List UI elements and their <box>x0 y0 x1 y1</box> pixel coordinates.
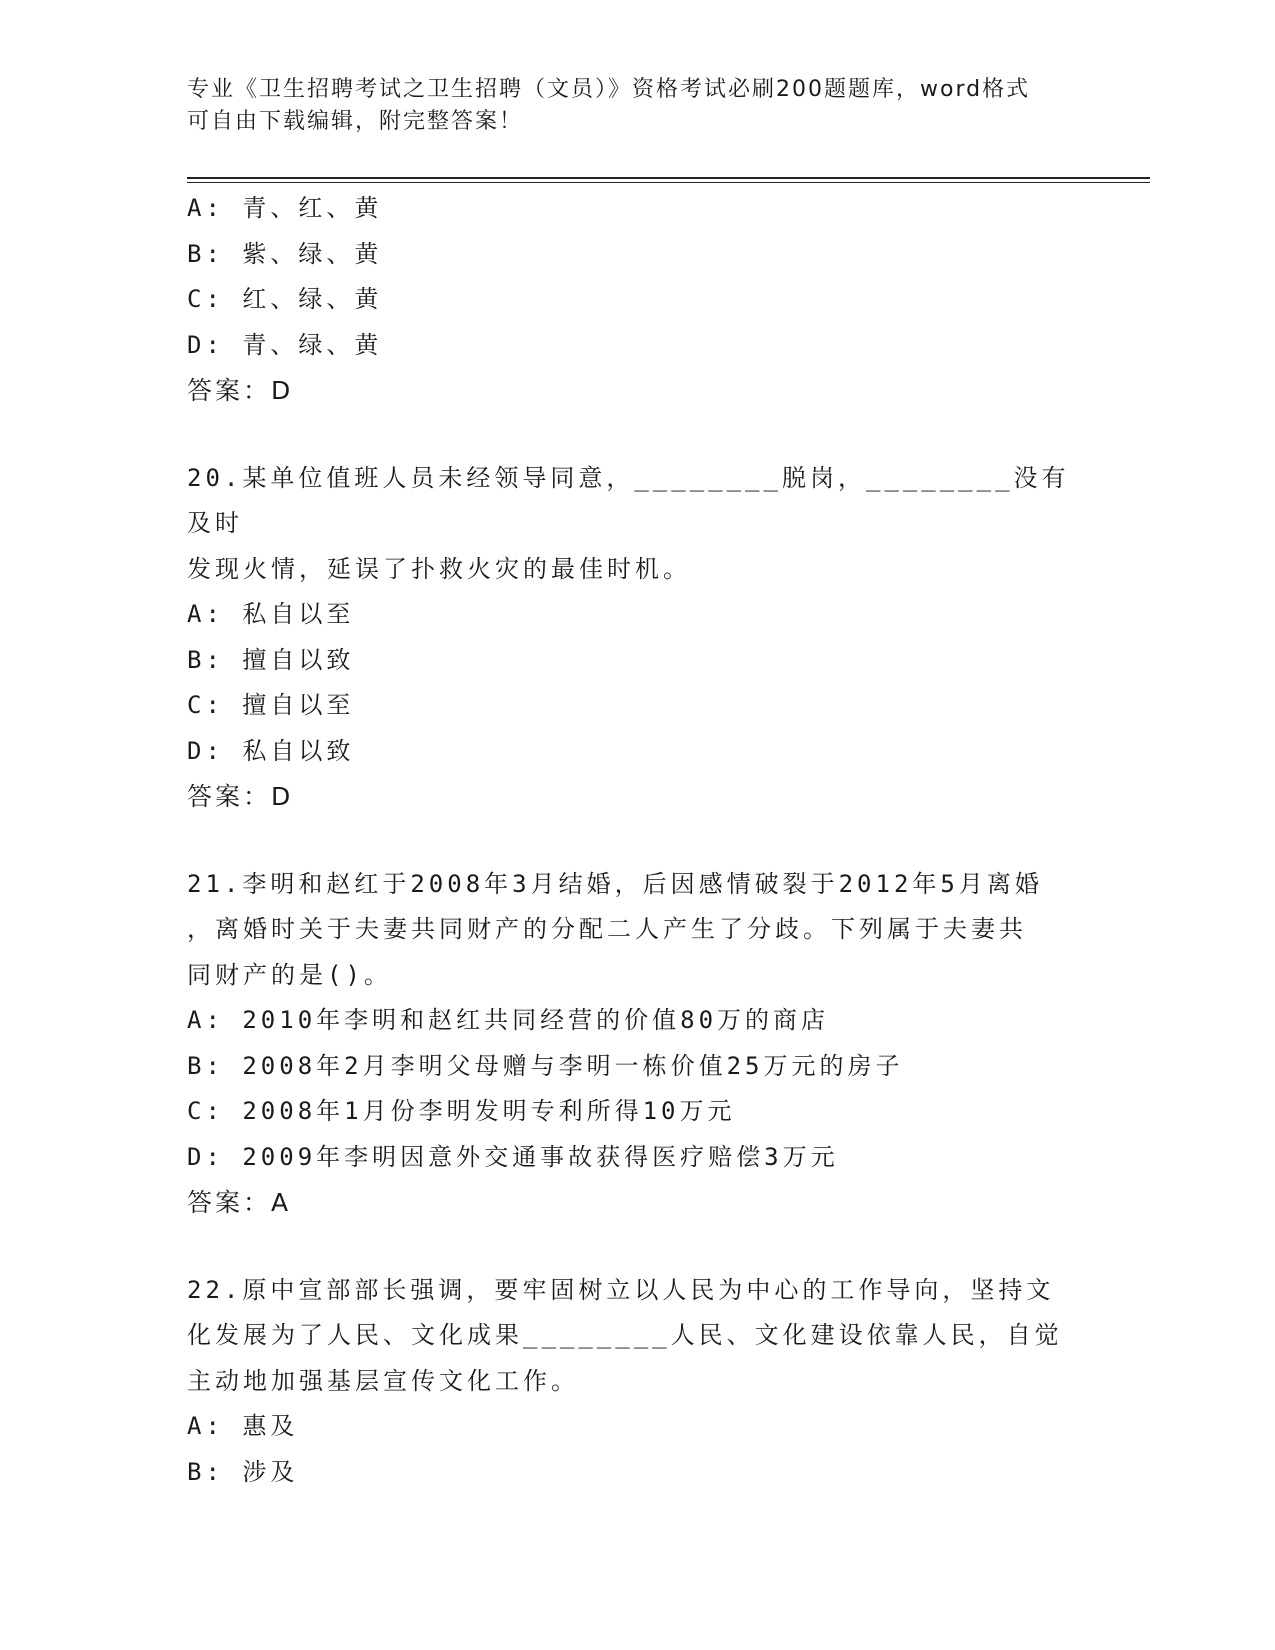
header-rule-thick <box>187 177 1150 179</box>
option-c: C: 2008年1月份李明发明专利所得10万元 <box>187 1097 736 1125</box>
document-header <box>187 74 1067 138</box>
option-d: D: 2009年李明因意外交通事故获得医疗赔偿3万元 <box>187 1142 839 1171</box>
question-block-21 <box>187 862 1077 1226</box>
option-c: C: 擅自以至 <box>187 691 355 719</box>
question-stem <box>187 1268 1077 1405</box>
answer-line: 答案：D <box>187 376 294 405</box>
header-line-1: 专业《卫生招聘考试之卫生招聘（文员）》资格考试必刷200题题库，word格式 <box>187 77 1031 102</box>
option-d: D: 私自以致 <box>187 736 355 765</box>
stem-line: 化发展为了人民、文化成果________人民、文化建设依靠人民，自觉 <box>187 1321 1063 1349</box>
question-list <box>187 186 1077 1495</box>
stem-line: 20.某单位值班人员未经领导同意，________脱岗，________没有及时 <box>187 463 1070 537</box>
option-a: A: 2010年李明和赵红共同经营的价值80万的商店 <box>187 1006 830 1034</box>
stem-line: 发现火情，延误了扑救火灾的最佳时机。 <box>187 554 691 583</box>
question-stem <box>187 456 1077 593</box>
option-b: B: 涉及 <box>187 1457 299 1486</box>
question-block-20 <box>187 456 1077 820</box>
question-block-22 <box>187 1268 1077 1496</box>
stem-line: 21.李明和赵红于2008年3月结婚，后因感情破裂于2012年5月离婚 <box>187 869 1043 898</box>
stem-line: 主动地加强基层宣传文化工作。 <box>187 1366 579 1395</box>
option-a: A: 惠及 <box>187 1412 299 1440</box>
header-line-2: 可自由下载编辑，附完整答案！ <box>187 109 524 134</box>
option-b: B: 擅自以致 <box>187 645 355 674</box>
header-rule-thin <box>187 182 1150 183</box>
answer-line: 答案：A <box>187 1188 292 1217</box>
option-a: A: 私自以至 <box>187 600 355 628</box>
option-d: D: 青、绿、黄 <box>187 330 383 359</box>
question-stem <box>187 862 1077 999</box>
stem-line: ，离婚时关于夫妻共同财产的分配二人产生了分歧。下列属于夫妻共 <box>187 915 1027 943</box>
option-a: A: 青、红、黄 <box>187 194 383 222</box>
stem-line: 22.原中宣部部长强调，要牢固树立以人民为中心的工作导向，坚持文 <box>187 1275 1055 1304</box>
answer-line: 答案：D <box>187 782 294 811</box>
option-b: B: 2008年2月李明父母赠与李明一栋价值25万元的房子 <box>187 1051 904 1080</box>
stem-line: 同财产的是()。 <box>187 960 392 989</box>
question-block-19 <box>187 186 1077 414</box>
option-c: C: 红、绿、黄 <box>187 285 383 313</box>
option-b: B: 紫、绿、黄 <box>187 239 383 268</box>
